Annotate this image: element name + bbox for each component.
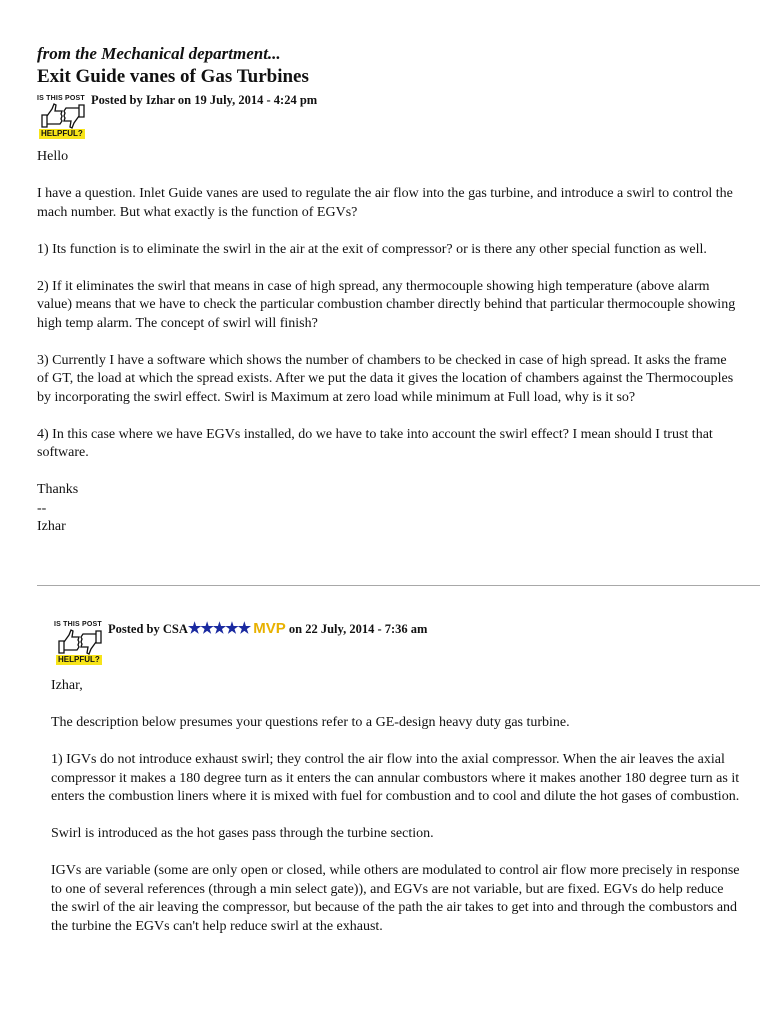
paragraph: The description below presumes your questions refer to a GE-design heavy duty gas turbine. [51, 715, 570, 730]
paragraph: Swirl is introduced as the hot gases pass through the turbine section. [51, 826, 434, 841]
post-divider [37, 585, 760, 586]
post-body [37, 148, 737, 537]
paragraph: 2) If it eliminates the swirl that means in case of high spread, any thermocouple showing high temperature (above alarm value) means that we have to check the particular combustion chamber directly behind that particular thermocouple showing high temp alarm. The concept of swirl will finish? [37, 278, 736, 331]
signoff-line: Thanks [37, 482, 79, 497]
paragraph: IGVs are variable (some are only open or closed, while others are modulated to control air flow more precisely in response to one of several references (through a min select gate)), and EGVs are not variable, but are fixed. EGVs do help reduce the swirl of the air leaving the compressor, but because of the path the air takes to get into and through the combustors and the turbine the EGVs can't help reduce swirl at the exhaust. [51, 863, 740, 934]
paragraph: 4) In this case where we have EGVs installed, do we have to take into account the swirl effect? I mean should I trust that software. [37, 426, 713, 460]
mvp-badge: MVP [253, 620, 286, 637]
helpful-badge[interactable] [37, 95, 89, 141]
paragraph: 1) Its function is to eliminate the swirl in the air at the exit of compressor? or is there any other special function as well. [37, 241, 707, 257]
thumbs-up-down-icon [56, 629, 104, 655]
helpful-badge-label: IS THIS POST [54, 621, 102, 628]
post-date: on 22 July, 2014 - 7:36 am [285, 622, 428, 636]
paragraph: I have a question. Inlet Guide vanes are used to regulate the air flow into the gas turbine, and introduce a swirl to control the mach number. But what exactly is the function of EGVs? [37, 186, 733, 220]
post-body [51, 677, 741, 955]
post-meta: Posted by Izhar on 19 July, 2014 - 4:24 pm [91, 93, 318, 107]
department-label: from the Mechanical department... [37, 44, 281, 63]
author-label: Posted by CSA [108, 622, 188, 636]
paragraph: 1) IGVs do not introduce exhaust swirl; they control the air flow into the axial compressor. When the air leaves the axial compressor it makes a 180 degree turn as it enters the can annular combustors where it makes another 180 degree turn as it enters the combustion liners where it is mixed with fuel for combustion and to cool and dilute the hot gases of combustion. [51, 752, 740, 804]
helpful-badge-text: HELPFUL? [41, 129, 83, 138]
paragraph: Izhar, [51, 678, 83, 693]
signoff-line: -- [37, 500, 47, 516]
helpful-badge[interactable] [54, 621, 106, 667]
rating-stars-icon: ★★★★★ [187, 621, 251, 637]
paragraph: 3) Currently I have a software which shows the number of chambers to be checked in case of high spread. It asks the frame of GT, the load at which the spread exists. After we put the data it gives the location of chambers against the Thermocouples by incorporating the swirl effect. Swirl is Maximum at zero load while minimum at Full load, why is it so? [37, 352, 734, 405]
post-meta [108, 619, 427, 638]
helpful-badge-text: HELPFUL? [58, 655, 100, 664]
signoff-line: Izhar [37, 519, 66, 534]
thumbs-up-down-icon [39, 103, 87, 129]
paragraph: Hello [37, 149, 69, 164]
helpful-badge-label: IS THIS POST [37, 95, 85, 102]
post-title: Exit Guide vanes of Gas Turbines [37, 66, 309, 87]
